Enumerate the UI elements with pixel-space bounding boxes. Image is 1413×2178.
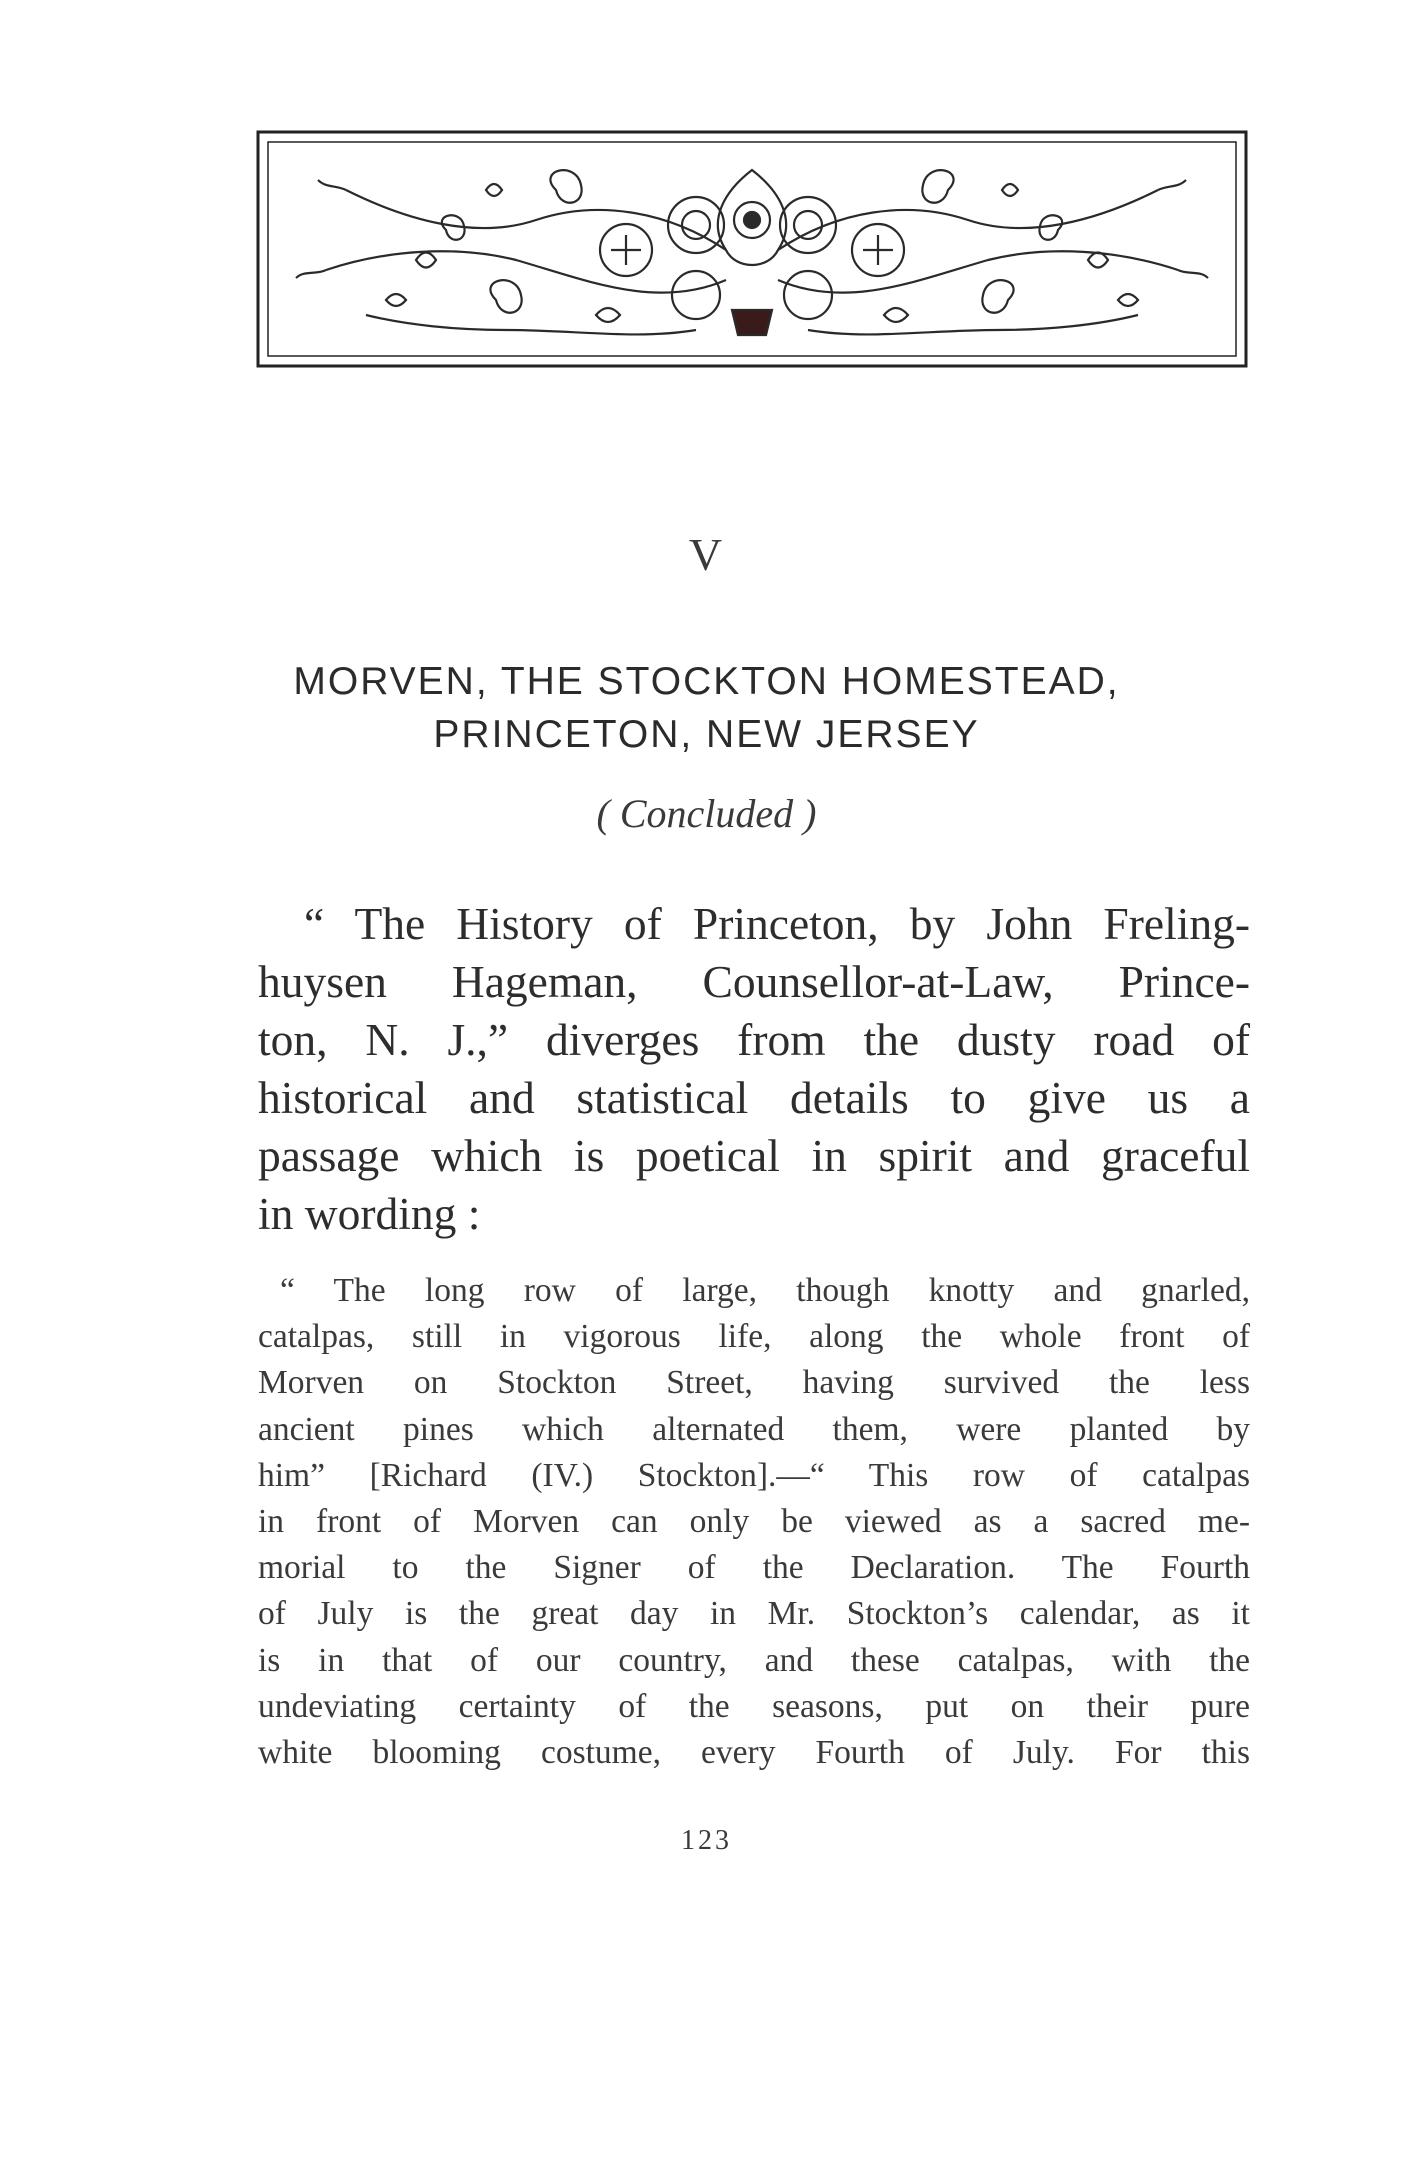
chapter-title (250, 655, 1163, 761)
text-line: is in that of our country, and these catalpas, with the (258, 1641, 1250, 1679)
ornamental-headpiece (256, 130, 1248, 368)
text-line: of July is the great day in Mr. Stockton’s calendar, as it (258, 1595, 1250, 1633)
chapter-number: V (688, 529, 725, 580)
text-line: in front of Morven can only be viewed as a sacred me- (258, 1502, 1250, 1540)
chapter-subtitle: ( Concluded ) (596, 791, 817, 836)
text-line: huysen Hageman, Counsellor-at-Law, Prince- (258, 956, 1250, 1007)
quoted-passage (258, 1268, 1250, 1776)
text-line: passage which is poetical in spirit and graceful (258, 1130, 1250, 1181)
text-line: “ The long row of large, though knotty and gnarled, (280, 1272, 1250, 1309)
page-number: 123 (681, 1825, 732, 1856)
text-line: him” [Richard (IV.) Stockton].—“ This row of catalpas (258, 1456, 1250, 1494)
text-line: Morven on Stockton Street, having survived the less (258, 1364, 1250, 1402)
text-line: historical and statistical details to give us a (258, 1072, 1250, 1123)
text-line: white blooming costume, every Fourth of July. For this (258, 1733, 1250, 1771)
text-line: morial to the Signer of the Declaration. The Fourth (258, 1549, 1250, 1587)
chapter-title-line-2: PRINCETON, NEW JERSEY (433, 713, 980, 756)
body-paragraph-1 (258, 895, 1250, 1243)
chapter-title-line-1: MORVEN, THE STOCKTON HOMESTEAD, (293, 660, 1120, 703)
text-line: in wording : (258, 1188, 481, 1239)
text-line: “ The History of Princeton, by John Freling- (304, 898, 1250, 949)
text-line: ancient pines which alternated them, were planted by (258, 1410, 1250, 1448)
floral-ornament-icon (256, 130, 1248, 368)
text-line: catalpas, still in vigorous life, along the whole front of (258, 1318, 1250, 1356)
text-line: undeviating certainty of the seasons, put on their pure (258, 1687, 1250, 1725)
text-line: ton, N. J.,” diverges from the dusty road of (258, 1014, 1250, 1065)
